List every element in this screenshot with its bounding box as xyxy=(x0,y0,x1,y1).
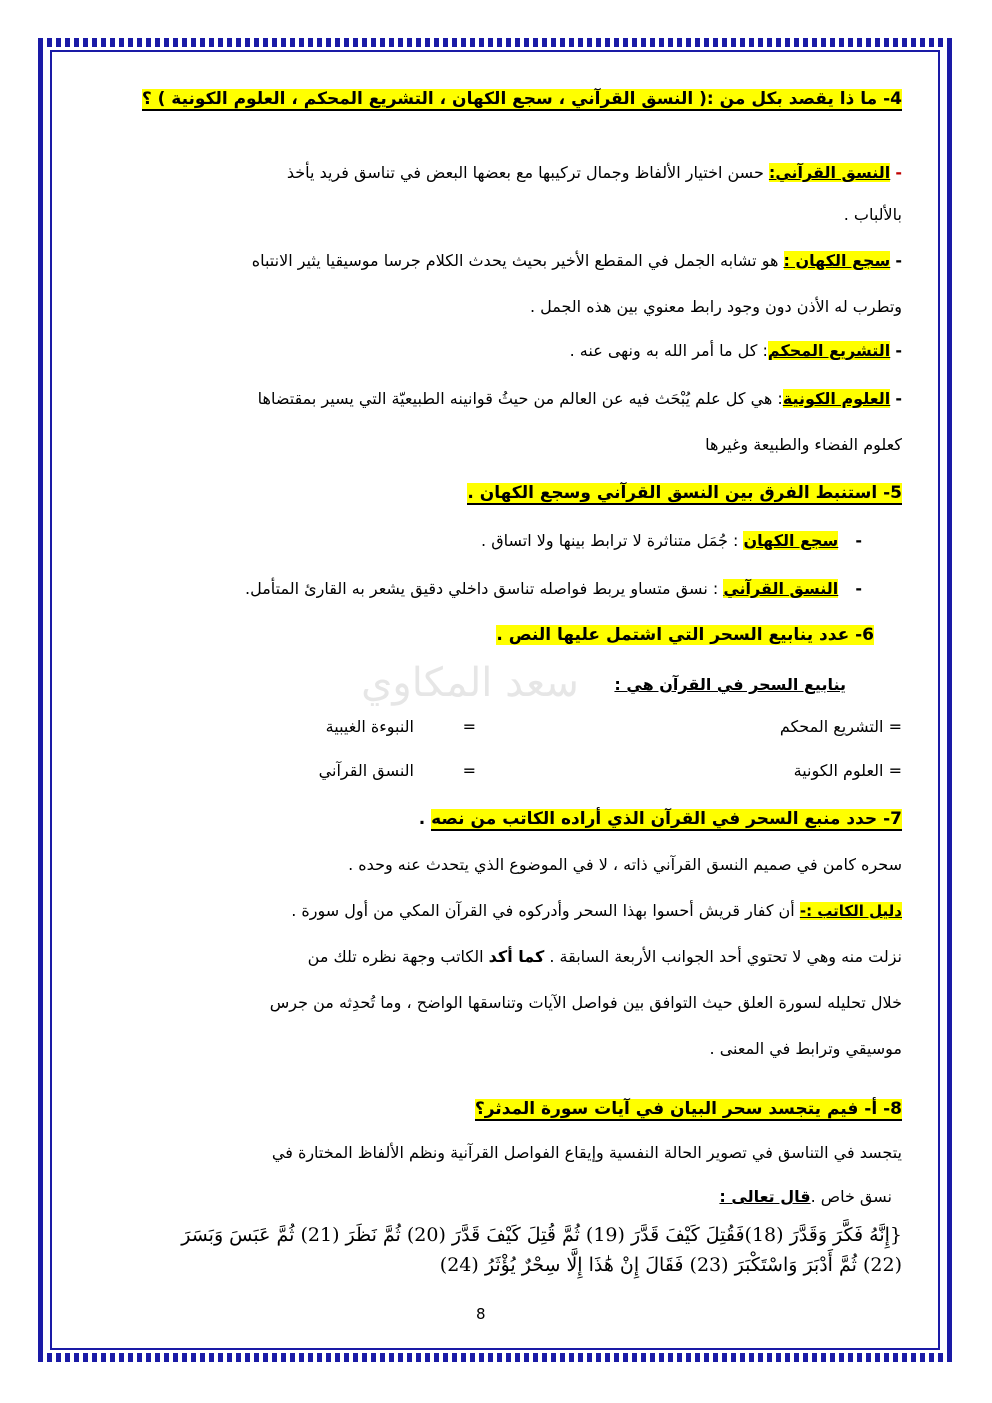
watermark: سعد المكاوي xyxy=(361,660,579,706)
q4-item-1-cont: بالألباب . xyxy=(843,205,902,224)
q7-evidence-line-4: موسيقي وترابط في المعنى . xyxy=(709,1039,902,1058)
question-5-title: 5- استنبط الفرق بين النسق القرآني وسجع الكهان . xyxy=(467,483,902,503)
q7-evidence-line-2: نزلت منه وهي لا تحتوي أحد الجوانب الأربعة السابقة . كما أكد الكاتب وجهة نظره تلك من xyxy=(307,947,902,966)
q6-subtitle: ينابيع السحر في القرآن هي : xyxy=(614,675,846,694)
q8-answer-1: يتجسد في التناسق في تصوير الحالة النفسية وإيقاع الفواصل القرآنية ونظم الألفاظ المختارة في xyxy=(271,1143,902,1162)
q5-item-2: - النسق القرآني : نسق متساو يربط فواصله تناسق داخلي دقيق يشعر به القارئ المتأمل. xyxy=(244,579,862,598)
q6-row-2-left: النسق القرآني xyxy=(318,761,414,780)
q6-row-1-eq: = xyxy=(462,717,476,736)
q6-row-1-left: النبوءة الغيبية xyxy=(325,717,414,736)
q4-item-2-cont: وتطرب له الأذن دون وجود رابط معنوي بين هذه الجمل . xyxy=(529,297,902,316)
q4-item-1: - النسق القرآني: حسن اختيار الألفاظ وجمال تركيبها مع بعضها البعض في تناسق فريد يأخذ xyxy=(286,163,902,182)
q7-evidence-line-3: خلال تحليله لسورة العلق حيث التوافق بين فواصل الآيات وتناسقها الواضح ، وما تُحدِثه من جرس xyxy=(269,993,902,1012)
q7-answer: سحره كامن في صميم النسق القرآني ذاته ، لا في الموضوع الذي يتحدث عنه وحده . xyxy=(348,855,902,874)
q4-item-2: - سجع الكهان : هو تشابه الجمل في المقطع الأخير بحيث يحدث الكلام جرسا موسيقيا يثير الانتباه xyxy=(251,251,902,270)
quran-verse-line-1: {إِنَّهُ فَكَّرَ وَقَدَّرَ (18)فَقُتِلَ كَيْفَ قَدَّرَ (19) ثُمَّ قُتِلَ كَيْفَ قَدَّرَ (20) ثُمَّ نَظَرَ (21) ثُمَّ عَبَسَ وَبَسَرَ xyxy=(181,1224,902,1246)
q4-item-4: - العلوم الكونية: هي كل علم يُبْحَث فيه عن العالم من حيثُ قوانينه الطبيعيّة التي يسير بمقتضاها xyxy=(257,389,902,408)
q7-evidence-line-1: دليل الكاتب :- أن كفار قريش أحسوا بهذا السحر وأدركوه في القرآن المكي من أول سورة . xyxy=(291,901,902,920)
q6-row-2-eq: = xyxy=(462,761,476,780)
question-4-title: 4- ما ذا يقصد بكل من :( النسق القرآني ، سجع الكهان ، التشريع المحكم ، العلوم الكونية ) ؟ xyxy=(141,89,902,109)
question-6-title: 6- عدد ينابيع السحر التي اشتمل عليها النص . xyxy=(496,625,874,645)
q4-item-3: - التشريع المحكم: كل ما أمر الله به ونهى عنه . xyxy=(569,341,902,360)
q8-answer-2: نسق خاص .قال تعالى : xyxy=(719,1187,892,1206)
page-content xyxy=(78,70,902,1330)
quran-verse-line-2: (22) ثُمَّ أَدْبَرَ وَاسْتَكْبَرَ (23) فَقَالَ إِنْ هَٰذَا إِلَّا سِحْرٌ يُؤْثَرُ (24) xyxy=(439,1254,902,1276)
q4-item-4-cont: كعلوم الفضاء والطبيعة وغيرها xyxy=(705,435,902,454)
question-8-title: 8- أ- فيم يتجسد سحر البيان في آيات سورة المدثر؟ xyxy=(474,1099,902,1119)
q6-row-2: = العلوم الكونية xyxy=(793,761,902,780)
q5-item-1: - سجع الكهان : جُمَل متناثرة لا ترابط بينها ولا اتساق . xyxy=(481,531,862,550)
page-number: 8 xyxy=(476,1305,486,1323)
question-7-title: 7- حدد منبع السحر في القرآن الذي أراده الكاتب من نصه . xyxy=(418,809,902,829)
q6-row-1: = التشريع المحكم xyxy=(779,717,902,736)
